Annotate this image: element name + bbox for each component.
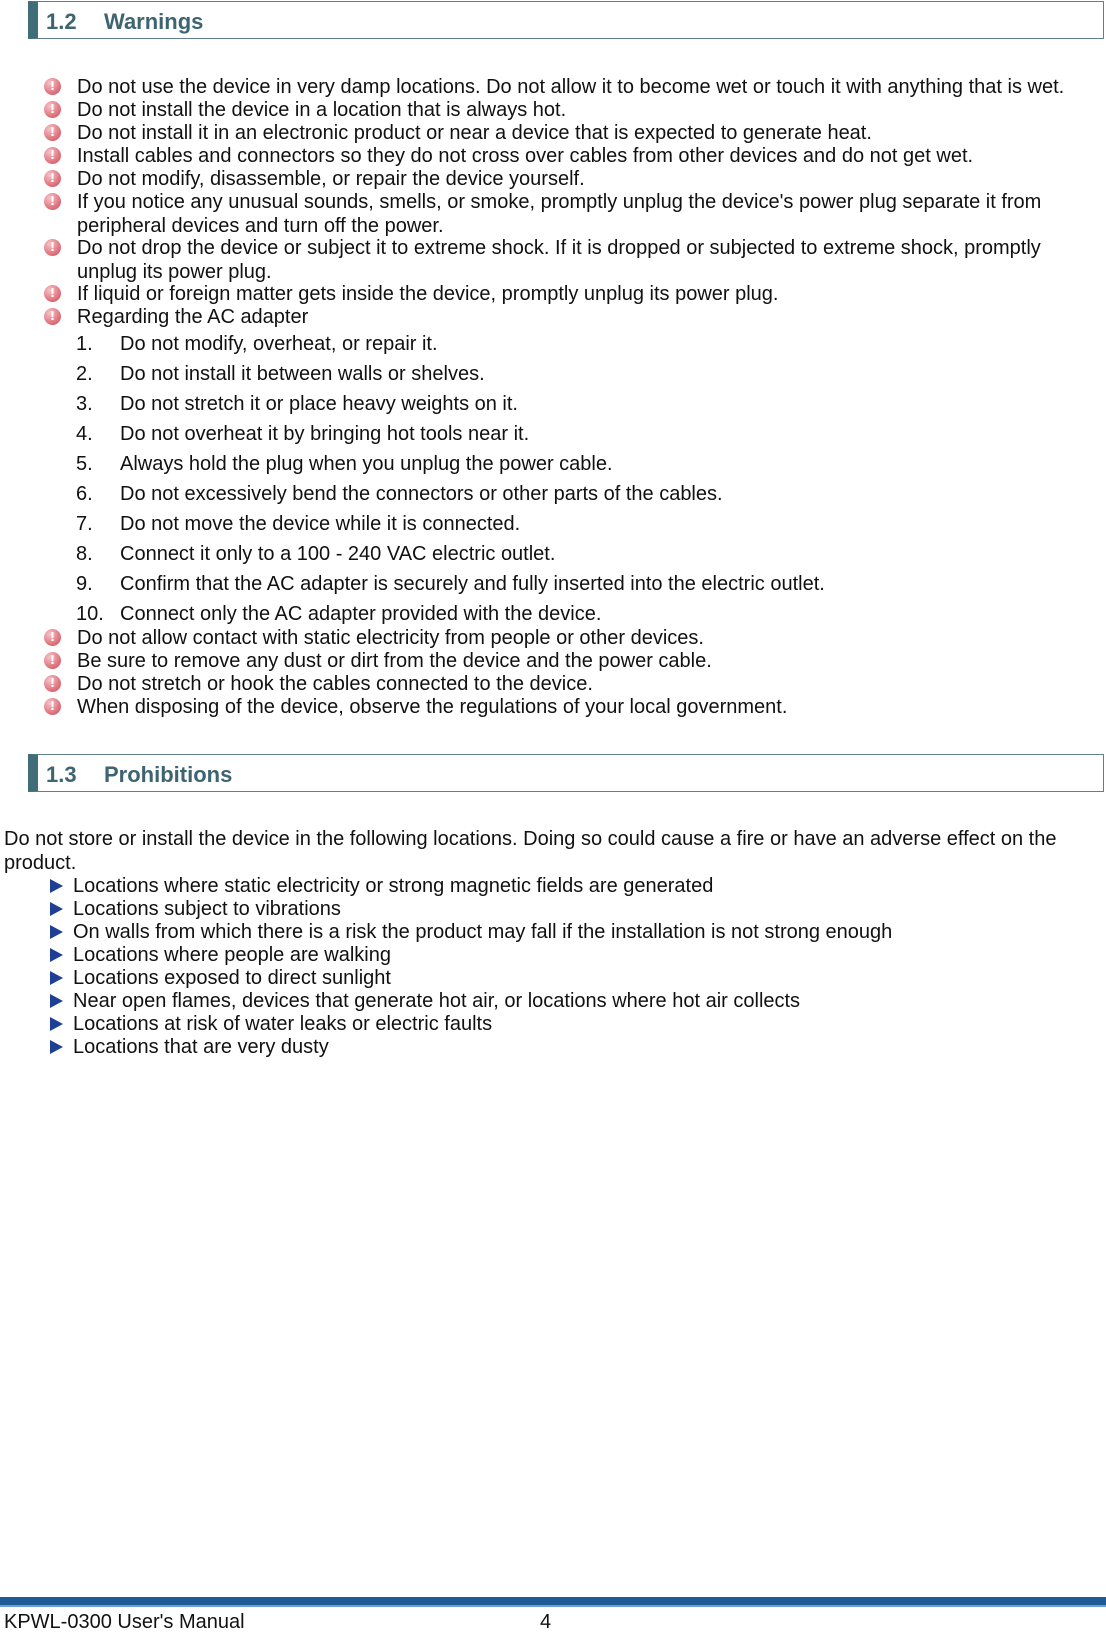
location-text: Locations at risk of water leaks or electric faults [73, 1013, 493, 1035]
item-number: 9. [76, 573, 93, 595]
triangle-bullet-icon [50, 902, 63, 916]
location-text: Locations where static electricity or strong magnetic fields are generated [73, 875, 714, 897]
section-title: Prohibitions [104, 762, 233, 787]
footer-page-number: 4 [540, 1611, 552, 1633]
warning-item [44, 236, 1094, 284]
section-number: 1.2 [46, 9, 77, 34]
warning-icon: ! [44, 239, 61, 256]
warning-item [44, 626, 1094, 650]
warning-text: Do not stretch or hook the cables connected to the device. [77, 673, 593, 695]
warning-text: Do not install it in an electronic product or near a device that is expected to generate heat. [77, 122, 872, 144]
location-item [50, 989, 800, 1013]
triangle-bullet-icon [50, 1040, 63, 1054]
warning-icon: ! [44, 193, 61, 210]
warning-text: If you notice any unusual sounds, smells, or smoke, promptly unplug the device's power plug separate it from peripheral devices and turn off the power. [77, 191, 1042, 237]
footer-manual-name: KPWL-0300 User's Manual [4, 1611, 245, 1633]
prohibitions-intro: Do not store or install the device in the following locations. Doing so could cause a fire or have an adverse effect on the product. [4, 828, 1057, 874]
location-item [50, 943, 391, 967]
triangle-bullet-icon [50, 879, 63, 893]
warning-icon: ! [44, 147, 61, 164]
warning-item [44, 305, 1094, 329]
triangle-bullet-icon [50, 1017, 63, 1031]
warning-item [44, 282, 1094, 306]
item-text: Do not move the device while it is connected. [120, 513, 521, 535]
warning-icon: ! [44, 675, 61, 692]
item-text: Always hold the plug when you unplug the power cable. [120, 453, 613, 475]
warning-item [44, 695, 1094, 719]
location-text: Locations subject to vibrations [73, 898, 341, 920]
section-header-prohibitions [28, 754, 1104, 792]
warning-icon: ! [44, 78, 61, 95]
location-item [50, 966, 391, 990]
warning-icon: ! [44, 170, 61, 187]
item-number: 1. [76, 333, 93, 355]
item-number: 7. [76, 513, 93, 535]
warning-icon: ! [44, 285, 61, 302]
location-item [50, 874, 713, 898]
location-item [50, 897, 341, 921]
warning-text: Install cables and connectors so they do not cross over cables from other devices and do not get wet. [77, 145, 974, 167]
warning-item [44, 672, 1094, 696]
warning-text: Do not allow contact with static electricity from people or other devices. [77, 627, 704, 649]
triangle-bullet-icon [50, 994, 63, 1008]
warning-icon: ! [44, 101, 61, 118]
warning-item [44, 190, 1094, 238]
location-text: Near open flames, devices that generate hot air, or locations where hot air collects [73, 990, 801, 1012]
warning-item [44, 98, 1094, 122]
item-number: 4. [76, 423, 93, 445]
warning-item [44, 75, 1094, 99]
section-number: 1.3 [46, 762, 77, 787]
location-text: On walls from which there is a risk the product may fall if the installation is not strong enough [73, 921, 893, 943]
item-number: 2. [76, 363, 93, 385]
warning-text: If liquid or foreign matter gets inside the device, promptly unplug its power plug. [77, 283, 779, 305]
triangle-bullet-icon [50, 948, 63, 962]
warning-text: Regarding the AC adapter [77, 306, 309, 328]
item-text: Do not stretch it or place heavy weights on it. [120, 393, 518, 415]
warning-icon: ! [44, 308, 61, 325]
triangle-bullet-icon [50, 971, 63, 985]
warning-item [44, 649, 1094, 673]
location-text: Locations that are very dusty [73, 1036, 329, 1058]
warning-item [44, 144, 1094, 168]
warning-text: Do not drop the device or subject it to extreme shock. If it is dropped or subjected to extreme shock, promptly unplug its power plug. [77, 237, 1041, 283]
warning-icon: ! [44, 629, 61, 646]
warning-text: Be sure to remove any dust or dirt from the device and the power cable. [77, 650, 712, 672]
location-text: Locations exposed to direct sunlight [73, 967, 391, 989]
triangle-bullet-icon [50, 925, 63, 939]
item-text: Do not modify, overheat, or repair it. [120, 333, 438, 355]
item-number: 5. [76, 453, 93, 475]
warning-icon: ! [44, 124, 61, 141]
warning-text: Do not use the device in very damp locations. Do not allow it to become wet or touch it with anything that is wet. [77, 76, 1065, 98]
warning-text: Do not install the device in a location that is always hot. [77, 99, 567, 121]
item-text: Connect only the AC adapter provided with the device. [120, 603, 602, 625]
section-title: Warnings [104, 9, 204, 34]
location-item [50, 1012, 492, 1036]
footer-bar [0, 1597, 1106, 1607]
item-text: Do not excessively bend the connectors or other parts of the cables. [120, 483, 723, 505]
item-text: Connect it only to a 100 - 240 VAC electric outlet. [120, 543, 556, 565]
item-number: 8. [76, 543, 93, 565]
item-number: 10. [76, 603, 104, 625]
warning-item [44, 167, 1094, 191]
warning-item [44, 121, 1094, 145]
item-number: 6. [76, 483, 93, 505]
location-item [50, 1035, 329, 1059]
warning-icon: ! [44, 698, 61, 715]
item-text: Confirm that the AC adapter is securely and fully inserted into the electric outlet. [120, 573, 825, 595]
section-header-warnings [28, 1, 1104, 39]
item-text: Do not overheat it by bringing hot tools near it. [120, 423, 530, 445]
warning-icon: ! [44, 652, 61, 669]
item-text: Do not install it between walls or shelves. [120, 363, 485, 385]
warning-text: When disposing of the device, observe the regulations of your local government. [77, 696, 788, 718]
item-number: 3. [76, 393, 93, 415]
warning-text: Do not modify, disassemble, or repair the device yourself. [77, 168, 585, 190]
location-text: Locations where people are walking [73, 944, 391, 966]
location-item [50, 920, 892, 944]
